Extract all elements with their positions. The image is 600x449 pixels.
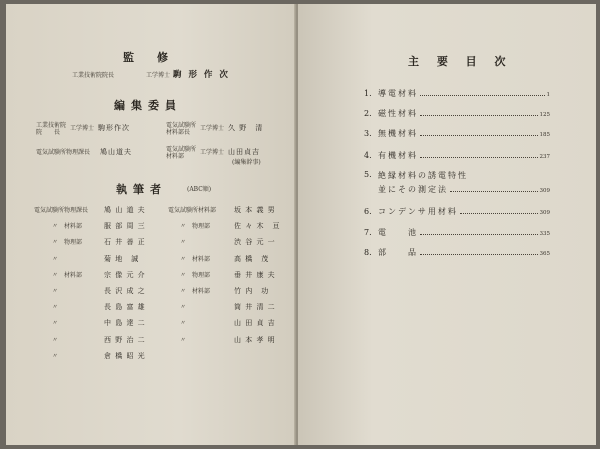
committee-heading: 編集委員	[114, 99, 182, 112]
writer-name: 長 沢 成 之	[104, 287, 146, 295]
toc-item-page: 309	[539, 188, 550, 194]
bleed-through-text	[166, 374, 178, 387]
writer-dept: 〃	[52, 320, 59, 328]
writer-name: 坂 本 義 男	[234, 206, 276, 214]
writers-note: (ABC順)	[187, 186, 212, 193]
toc-leader-dots	[460, 213, 538, 214]
toc-leader-dots	[420, 157, 538, 158]
toc-item-title-line2: 並にその測定法	[378, 185, 448, 194]
toc-item-page: 335	[539, 231, 550, 237]
writer-name: 長 島 富 雄	[104, 303, 146, 312]
supervision-heading: 監 修	[123, 51, 174, 64]
toc-leader-dots	[420, 115, 538, 116]
left-page	[6, 4, 296, 445]
writer-dept: 〃 材料部	[52, 223, 83, 231]
committee-degree: 工学博士	[200, 125, 225, 132]
writer-dept: 〃	[180, 320, 187, 328]
committee-dept: 材料部長	[166, 129, 191, 136]
supervisor-name: 駒 形 作 次	[173, 70, 230, 80]
toc-item-page: 309	[539, 210, 550, 216]
toc-item-title: 無機材料	[378, 129, 418, 138]
writer-name: 垂 井 康 夫	[234, 270, 276, 279]
writer-dept: 〃	[180, 304, 187, 312]
writer-name: 佐 々 木 亘	[234, 222, 281, 231]
toc-item	[364, 150, 550, 161]
committee-name: 久 野 清	[228, 124, 264, 132]
toc-leader-dots	[450, 191, 538, 192]
toc-item-number: 8.	[364, 248, 372, 257]
toc-item-number: 5.	[364, 170, 372, 179]
toc-item	[364, 247, 550, 258]
supervisor-dept: 工業技術院院長	[72, 72, 115, 79]
toc-item-page: 237	[539, 154, 550, 160]
right-page	[298, 4, 596, 445]
writer-name: 西 野 治 二	[104, 335, 146, 344]
writer-name: 渋 谷 元 一	[234, 238, 276, 247]
toc-item-number: 4.	[364, 151, 372, 160]
writer-dept: 〃	[180, 336, 187, 344]
committee-name: 駒形作次	[98, 124, 130, 132]
writer-dept: 〃 物理部	[180, 271, 211, 279]
toc-item-title: 磁性材料	[378, 109, 418, 118]
toc-item-page: 1	[546, 92, 550, 98]
toc-item	[364, 128, 550, 139]
toc-item-continued	[378, 184, 550, 195]
writer-dept: 〃	[52, 352, 59, 360]
writer-dept: 電気試験所物理課長	[34, 207, 89, 214]
writers-heading: 執筆者	[116, 183, 167, 196]
writer-dept: 〃 材料部	[180, 288, 211, 295]
committee-dept: 工業技術院	[36, 122, 67, 129]
writer-name: 筒 井 清 二	[234, 303, 276, 312]
toc-item	[364, 88, 550, 99]
writer-name: 山 田 貞 吉	[234, 319, 276, 328]
committee-dept: 電気試験所	[166, 146, 197, 153]
toc-leader-dots	[420, 95, 545, 96]
committee-dept: 院 長	[36, 129, 61, 136]
toc-item	[364, 170, 550, 181]
writer-dept: 電気試験所材料部	[168, 207, 217, 214]
writer-dept: 〃	[52, 336, 59, 344]
toc-item-title: 導電材料	[378, 89, 418, 98]
toc-heading: 主 要 目 次	[408, 55, 513, 68]
writer-dept: 〃	[52, 255, 59, 263]
toc-item-page: 125	[539, 112, 550, 118]
toc-leader-dots	[420, 254, 538, 255]
toc-item-number: 2.	[364, 109, 372, 118]
writer-dept: 〃 材料部	[52, 271, 83, 279]
writer-name: 中 島 達 二	[104, 319, 146, 328]
toc-item-title: コンデンサ用材料	[378, 207, 458, 216]
writer-dept: 〃	[52, 304, 59, 312]
toc-item-number: 3.	[364, 129, 372, 138]
writer-dept: 〃	[180, 239, 187, 247]
writer-name: 倉 橋 昭 光	[104, 351, 146, 360]
toc-item	[364, 108, 550, 119]
writer-name: 宗 像 元 介	[104, 270, 146, 279]
toc-item-title: 部 品	[378, 248, 418, 257]
toc-item-number: 6.	[364, 207, 372, 216]
committee-dept: 電気試験所物理課長	[36, 149, 91, 156]
toc-item-page: 185	[539, 132, 550, 138]
toc-item	[364, 206, 550, 217]
toc-leader-dots	[420, 135, 538, 136]
toc-leader-dots	[420, 234, 538, 235]
writer-name: 石 井 善 正	[104, 238, 146, 247]
toc-item-number: 7.	[364, 228, 372, 237]
toc-item-title: 有機材料	[378, 151, 418, 160]
committee-name: 鳩山道夫	[100, 148, 132, 156]
writer-name: 山 本 孝 明	[234, 335, 276, 344]
committee-dept: 電気試験所	[166, 122, 197, 129]
writer-dept: 〃	[52, 288, 59, 295]
writer-name: 菊 地 誠	[104, 254, 140, 263]
toc-item-number: 1.	[364, 89, 372, 98]
toc-item-title: 電 池	[378, 228, 418, 237]
writer-name: 鳩 山 道 夫	[104, 206, 146, 214]
writer-dept: 〃 材料部	[180, 255, 211, 263]
writer-dept: 〃 物理部	[52, 239, 83, 247]
toc-item-page: 365	[539, 251, 550, 257]
committee-degree: 工学博士	[70, 125, 95, 132]
writer-name: 服 部 周 三	[104, 222, 146, 231]
writer-name: 竹 内 功	[234, 287, 270, 295]
toc-item-title: 絶縁材料の誘電特性	[378, 171, 468, 180]
committee-name: 山田貞吉	[228, 148, 260, 156]
committee-degree: 工学博士	[200, 149, 225, 156]
supervisor-degree: 工学博士	[146, 72, 171, 79]
writer-dept: 〃 物理部	[180, 223, 211, 231]
committee-note: (編集幹事)	[232, 159, 261, 166]
toc-item	[364, 227, 550, 238]
committee-dept: 材料部	[166, 153, 185, 160]
writer-name: 高 橋 茂	[234, 254, 270, 263]
